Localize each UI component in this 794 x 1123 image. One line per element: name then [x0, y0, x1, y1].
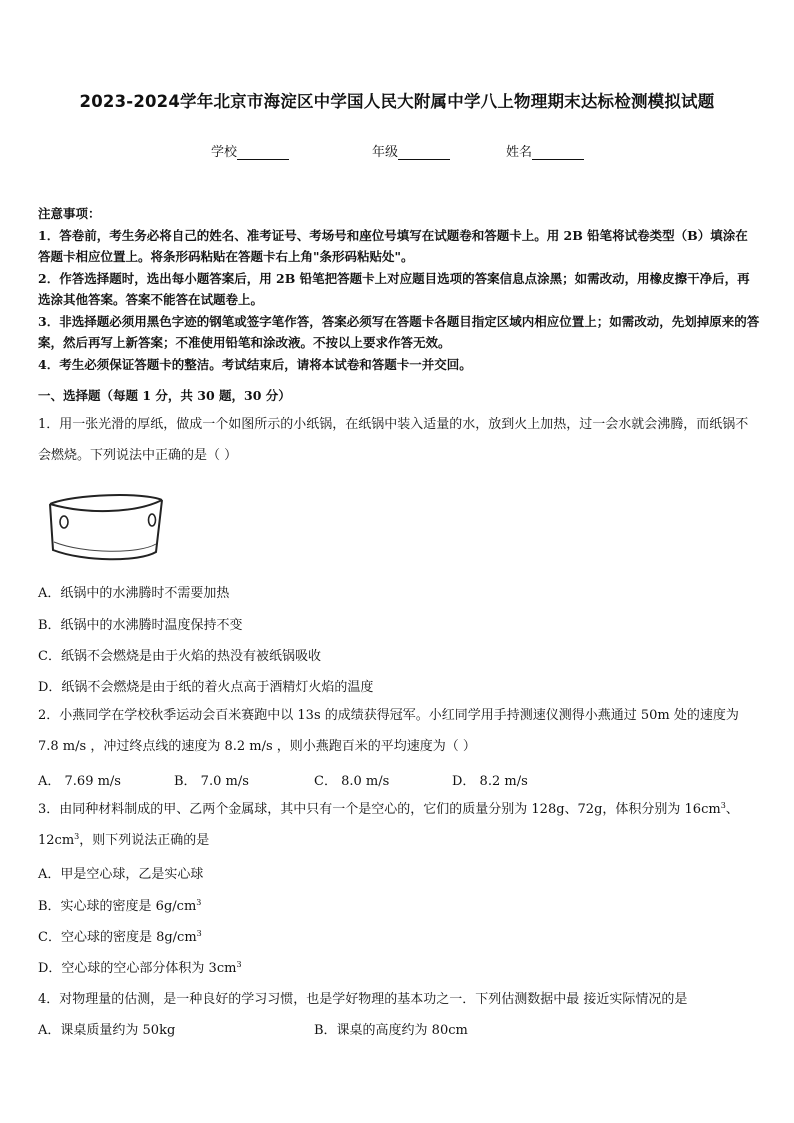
question-3-stem [38, 794, 760, 856]
grade-field[interactable] [372, 141, 450, 160]
q2-option-c: C． 8.0 m/s [314, 774, 390, 789]
q4-option-b: B．课桌的高度约为 80cm [314, 1023, 468, 1038]
school-blank[interactable] [237, 145, 289, 160]
notes-heading: 注意事项： [38, 206, 101, 221]
q3-sup-2: 3 [74, 832, 80, 841]
q3-option-c-text: C．空心球的密度是 8g/cm [38, 930, 197, 945]
grade-blank[interactable] [398, 145, 450, 160]
q2-option-b: B． 7.0 m/s [174, 774, 249, 789]
school-field[interactable] [211, 141, 289, 160]
q3-stem-part-3: ，则下列说法正确的是 [79, 833, 210, 848]
note-item-3: 3．非选择题必须用黑色字迹的钢笔或签字笔作答，答案必须写在答题卡各题目指定区域内相应位置上；如需改动，先划掉原来的答案，然后再写上新答案；不准使用铅笔和涂改液。不按以上要求作答无效。 [38, 313, 760, 350]
note-item-1: 1．答卷前，考生务必将自己的姓名、准考证号、考场号和座位号填写在试题卷和答题卡上。用 2B 铅笔将试卷类型（B）填涂在答题卡相应位置上。将条形码粘贴在答题卡右上角"条形码粘贴处"。 [38, 227, 748, 264]
q3-option-b-sup: 3 [196, 898, 202, 907]
paper-pot-figure [44, 492, 170, 564]
q3-option-b [38, 895, 760, 914]
q3-stem-part-1: 3．由同种材料制成的甲、乙两个金属球，其中只有一个是空心的，它们的质量分别为 128g、72g，体积分别为 16cm [38, 802, 721, 817]
name-label: 姓名 [506, 145, 533, 160]
q3-option-a-text: A．甲是空心球，乙是实心球 [38, 867, 204, 882]
question-2-stem: 2．小燕同学在学校秋季运动会百米赛跑中以 13s 的成绩获得冠军。小红同学用手持测速仪测得小燕通过 50m 处的速度为 7.8 m/s ，冲过终点线的速度为 8.2 m/s ，则小燕跑百米的平均速度为（ ） [38, 708, 739, 754]
q3-option-c-sup: 3 [196, 929, 202, 938]
q1-option-d: D．纸锅不会燃烧是由于纸的着火点高于酒精灯火焰的温度 [38, 680, 374, 695]
q1-option-b: B．纸锅中的水沸腾时温度保持不变 [38, 618, 243, 633]
q2-option-a: A． 7.69 m/s [38, 774, 121, 789]
notes-block [38, 203, 760, 375]
q3-stem-part-2: 、12cm [38, 802, 739, 848]
q3-option-d-text: D．空心球的空心部分体积为 3cm [38, 961, 237, 976]
school-label: 学校 [211, 145, 238, 160]
question-4-stem: 4．对物理量的估测，是一种良好的学习习惯，也是学好物理的基本功之一．下列估测数据中最 接近实际情况的是 [38, 992, 688, 1007]
q3-option-b-text: B．实心球的密度是 6g/cm [38, 899, 197, 914]
note-item-4: 4．考生必须保证答题卡的整洁。考试结束后，请将本试卷和答题卡一并交回。 [38, 356, 472, 372]
q1-option-a: A．纸锅中的水沸腾时不需要加热 [38, 586, 230, 601]
section-heading: 一、选择题（每题 1 分，共 30 题，30 分） [38, 388, 291, 403]
q3-option-d [38, 957, 760, 976]
q1-option-c: C．纸锅不会燃烧是由于火焰的热没有被纸锅吸收 [38, 649, 321, 664]
q4-options-row [38, 1019, 760, 1039]
note-item-2: 2．作答选择题时，选出每小题答案后，用 2B 铅笔把答题卡上对应题目选项的答案信息点涂黑；如需改动，用橡皮擦干净后，再选涂其他答案。答案不能答在试题卷上。 [38, 270, 750, 307]
grade-label: 年级 [372, 145, 399, 160]
q4-option-a: A．课桌质量约为 50kg [38, 1023, 176, 1038]
q3-option-a [38, 863, 760, 882]
name-field[interactable] [506, 141, 584, 160]
q3-option-c [38, 926, 760, 945]
q3-option-d-sup: 3 [236, 960, 242, 969]
q2-options-row [38, 770, 760, 790]
exam-title: 2023-2024学年北京市海淀区中学国人民大附属中学八上物理期末达标检测模拟试题 [79, 92, 715, 111]
name-blank[interactable] [532, 145, 584, 160]
q2-option-d: D． 8.2 m/s [452, 774, 528, 789]
question-1-stem: 1．用一张光滑的厚纸，做成一个如图所示的小纸锅，在纸锅中装入适量的水，放到火上加热，过一会水就会沸腾，而纸锅不会燃烧。下列说法中正确的是（ ） [38, 417, 749, 463]
student-info-row [0, 141, 794, 161]
q3-sup-1: 3 [720, 801, 726, 810]
